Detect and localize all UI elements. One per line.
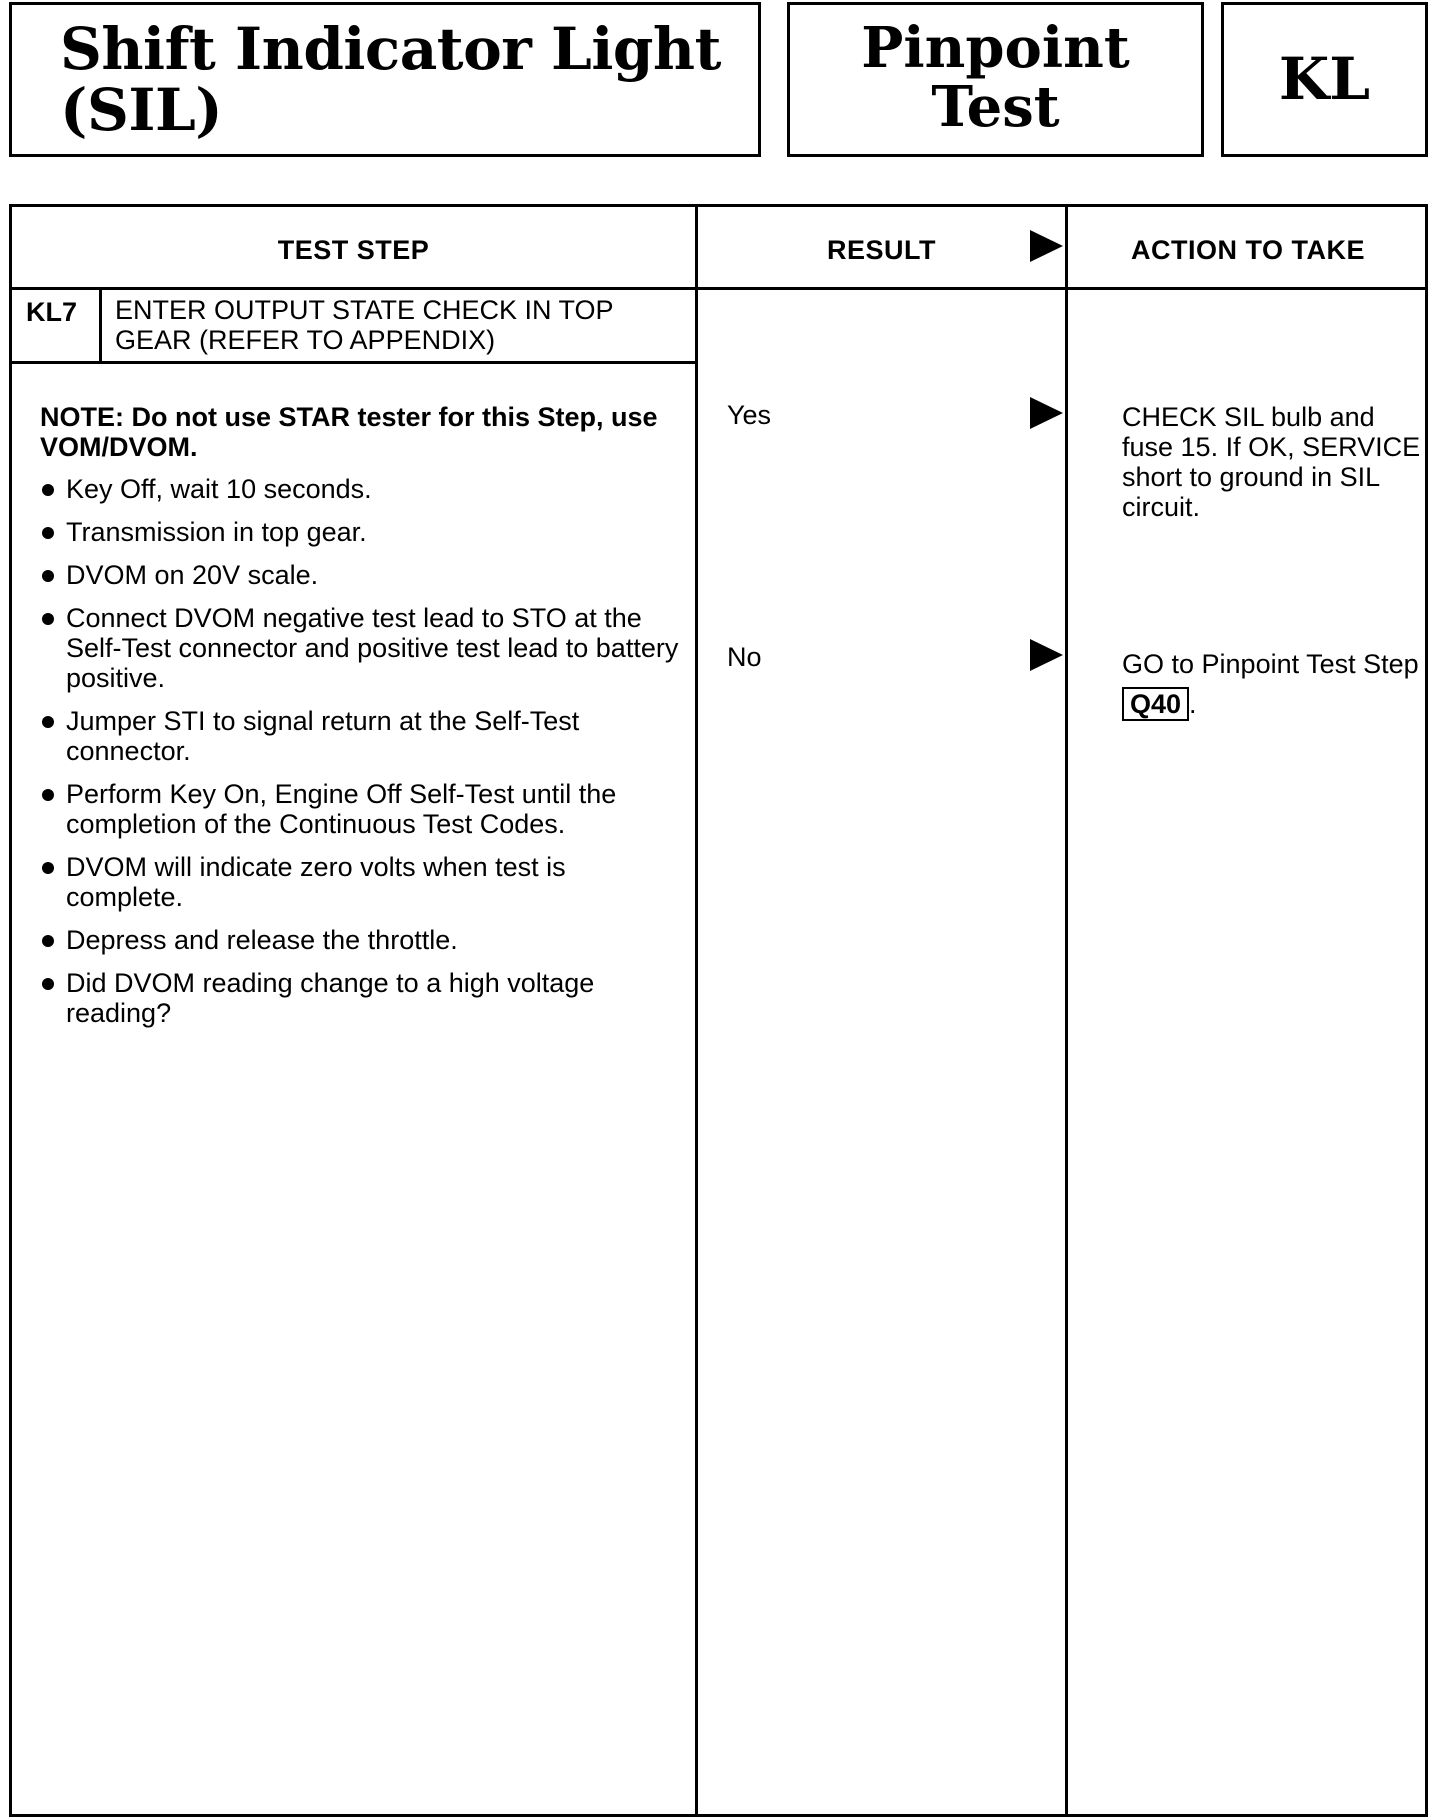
- list-item-text: Connect DVOM negative test lead to STO at the Self-Test connector and positive test lead to battery positive.: [66, 603, 679, 693]
- header-divider: [12, 287, 1425, 290]
- column-divider: [1065, 207, 1068, 1814]
- action-no-suffix: .: [1189, 689, 1197, 719]
- action-no-text: GO to Pinpoint Test Step: [1122, 649, 1419, 679]
- list-item: [40, 474, 685, 504]
- list-item-text: Did DVOM reading change to a high voltage reading?: [66, 968, 595, 1028]
- column-header-result: RESULT: [827, 235, 936, 265]
- arrow-right-icon: [1030, 639, 1063, 671]
- step-reference-box: Q40: [1122, 687, 1189, 721]
- step-divider: [12, 361, 696, 364]
- list-item: [40, 925, 685, 955]
- bullet-icon: [42, 527, 54, 539]
- instruction-list: [40, 474, 685, 1028]
- section-box: [787, 2, 1204, 157]
- bullet-icon: [42, 978, 54, 990]
- list-item-text: DVOM will indicate zero volts when test is complete.: [66, 852, 566, 912]
- list-item-text: Jumper STI to signal return at the Self-Test connector.: [66, 706, 580, 766]
- column-header-action: ACTION TO TAKE: [1131, 235, 1365, 265]
- bullet-icon: [42, 935, 54, 947]
- list-item: [40, 560, 685, 590]
- section-title: [790, 15, 1201, 140]
- arrow-right-icon: [1030, 397, 1063, 429]
- test-code: KL: [1278, 45, 1371, 113]
- title-line-1: Shift Indicator Light: [60, 15, 721, 83]
- note: NOTE: Do not use STAR tester for this Step, use VOM/DVOM.: [40, 402, 658, 462]
- list-item-text: Depress and release the throttle.: [66, 925, 458, 955]
- step-id-divider: [99, 287, 102, 364]
- list-item-text: Perform Key On, Engine Off Self-Test until the completion of the Continuous Test Codes.: [66, 779, 617, 839]
- list-item-text: DVOM on 20V scale.: [66, 560, 319, 590]
- bullet-icon: [42, 716, 54, 728]
- column-header-test-step: TEST STEP: [277, 235, 430, 265]
- result-no: No: [727, 642, 762, 672]
- list-item-text: Key Off, wait 10 seconds.: [66, 474, 372, 504]
- list-item: [40, 852, 685, 912]
- title-line-2: (SIL): [60, 75, 223, 144]
- bullet-icon: [42, 789, 54, 801]
- action-yes: CHECK SIL bulb and fuse 15. If OK, SERVICE short to ground in SIL circuit.: [1122, 402, 1421, 522]
- section-line-2: Test: [931, 73, 1060, 140]
- list-item: [40, 968, 685, 1028]
- list-item-text: Transmission in top gear.: [66, 517, 367, 547]
- page-title: [60, 15, 721, 144]
- test-table: [9, 204, 1428, 1817]
- bullet-icon: [42, 484, 54, 496]
- bullet-icon: [42, 613, 54, 625]
- bullet-icon: [42, 862, 54, 874]
- title-box: [9, 2, 761, 157]
- column-divider: [695, 207, 698, 1814]
- bullet-icon: [42, 570, 54, 582]
- action-no: [1122, 644, 1422, 724]
- code-box: [1221, 2, 1428, 157]
- list-item: [40, 706, 685, 766]
- list-item: [40, 517, 685, 547]
- list-item: [40, 603, 685, 693]
- result-yes: Yes: [727, 400, 772, 430]
- step-title: ENTER OUTPUT STATE CHECK IN TOP GEAR (REFER TO APPENDIX): [115, 295, 614, 355]
- arrow-right-icon: [1030, 230, 1063, 262]
- list-item: [40, 779, 685, 839]
- section-line-1: Pinpoint: [861, 15, 1130, 81]
- step-id: KL7: [26, 297, 78, 327]
- instructions: [40, 402, 685, 1041]
